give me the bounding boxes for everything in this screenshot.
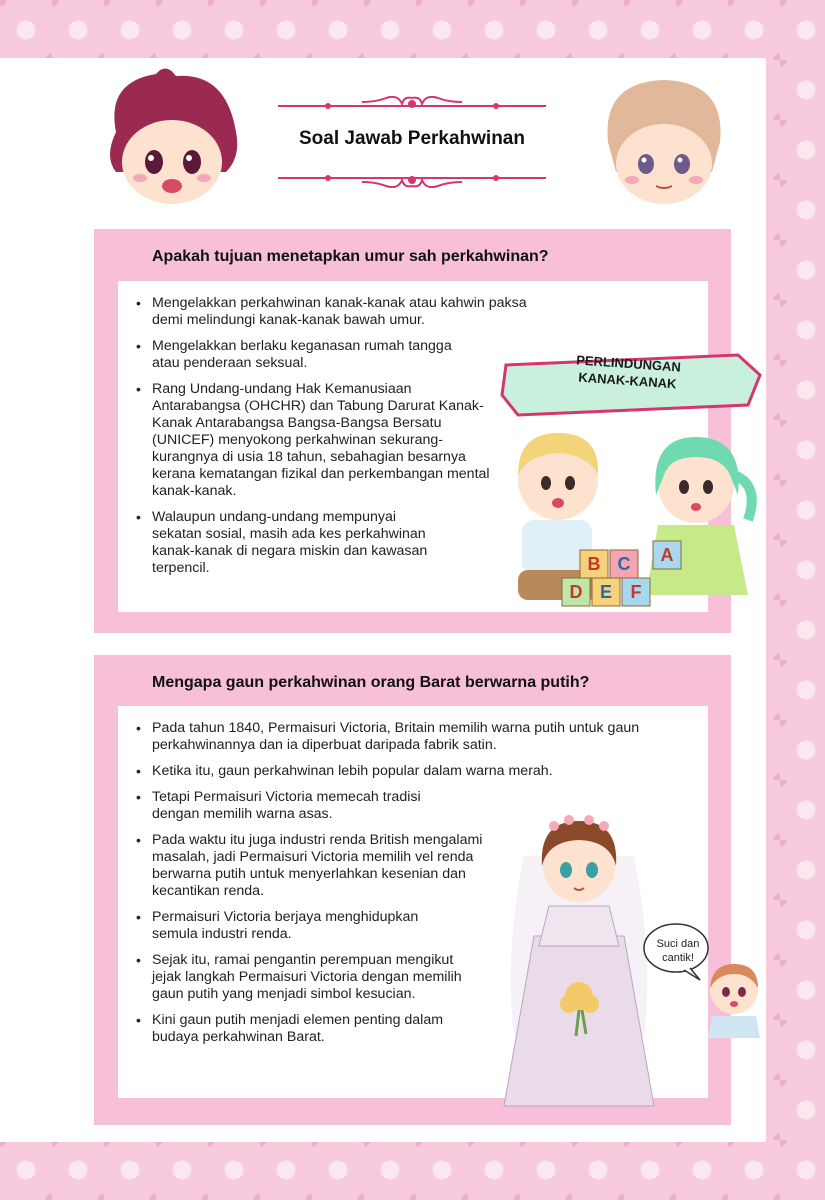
list-item: • Kini gaun putih menjadi elemen penting dalam budaya perkahwinan Barat. — [136, 1012, 452, 1046]
small-boy-illustration — [700, 958, 766, 1038]
ribbon-line2: KANAK-KANAK — [577, 369, 677, 392]
list-item: • Pada tahun 1840, Permaisuri Victoria, Britain memilih warna putih untuk gaun perkahwinannya dan ia diperbuat daripada fabrik satin. — [136, 720, 676, 754]
section1-bullets — [136, 295, 556, 586]
page-title: Soal Jawab Perkahwinan — [299, 128, 525, 149]
list-item: • Walaupun undang-undang mempunyai sekatan sosial, masih ada kes perkahwinan kanak-kanak di negara miskin dan kawasan terpencil. — [136, 509, 432, 577]
title-banner — [268, 96, 556, 188]
block-letter-b: B — [587, 554, 601, 574]
block-letter-d: D — [569, 582, 583, 602]
list-item: • Tetapi Permaisuri Victoria memecah tradisi dengan memilih warna asas. — [136, 789, 462, 823]
list-item: • Rang Undang-undang Hak Kemanusiaan Antarabangsa (OHCHR) dan Tabung Darurat Kanak-Kanak Antarabangsa Bangsa-Bangsa Bersatu (UNICEF) menyokong perkahwinan sekurang-kurangnya di usia 18 tahun, sebahagian besarnya kerana kematangan fizikal dan perkembangan mental kanak-kanak. — [136, 381, 492, 500]
bubble-line1: Suci dan — [656, 938, 700, 950]
block-letter-c: C — [617, 554, 631, 574]
list-item: • Sejak itu, ramai pengantin perempuan mengikut jejak langkah Permaisuri Victoria dengan memilih gaun putih yang menjadi simbol kesucian. — [136, 952, 462, 1003]
list-item: • Permaisuri Victoria berjaya menghidupkan semula industri renda. — [136, 909, 462, 943]
list-item: • Mengelakkan berlaku keganasan rumah tangga atau penderaan seksual. — [136, 338, 452, 372]
block-letter-e: E — [599, 582, 613, 602]
bubble-line2: cantik! — [662, 952, 694, 964]
list-item: • Pada waktu itu juga industri renda British mengalami masalah, jadi Permaisuri Victoria memilih vel renda berwarna putih untuk menyerlahkan kesenian dan kecantikan renda. — [136, 832, 492, 900]
block-letter-a: A — [660, 545, 674, 565]
ribbon-line1: PERLINDUNGAN — [575, 352, 682, 375]
block-letter-f: F — [630, 582, 642, 602]
list-item: • Mengelakkan perkahwinan kanak-kanak atau kahwin paksa demi melindungi kanak-kanak bawah umur. — [136, 295, 556, 329]
bride-illustration — [494, 796, 664, 1116]
list-item: • Ketika itu, gaun perkahwinan lebih popular dalam warna merah. — [136, 763, 676, 780]
boy-avatar-left — [96, 62, 244, 208]
section1-question: Apakah tujuan menetapkan umur sah perkahwinan? — [152, 248, 549, 265]
boy-avatar-right — [594, 72, 734, 208]
bubble-text — [648, 937, 708, 965]
section2-question: Mengapa gaun perkahwinan orang Barat berwarna putih? — [152, 674, 590, 691]
